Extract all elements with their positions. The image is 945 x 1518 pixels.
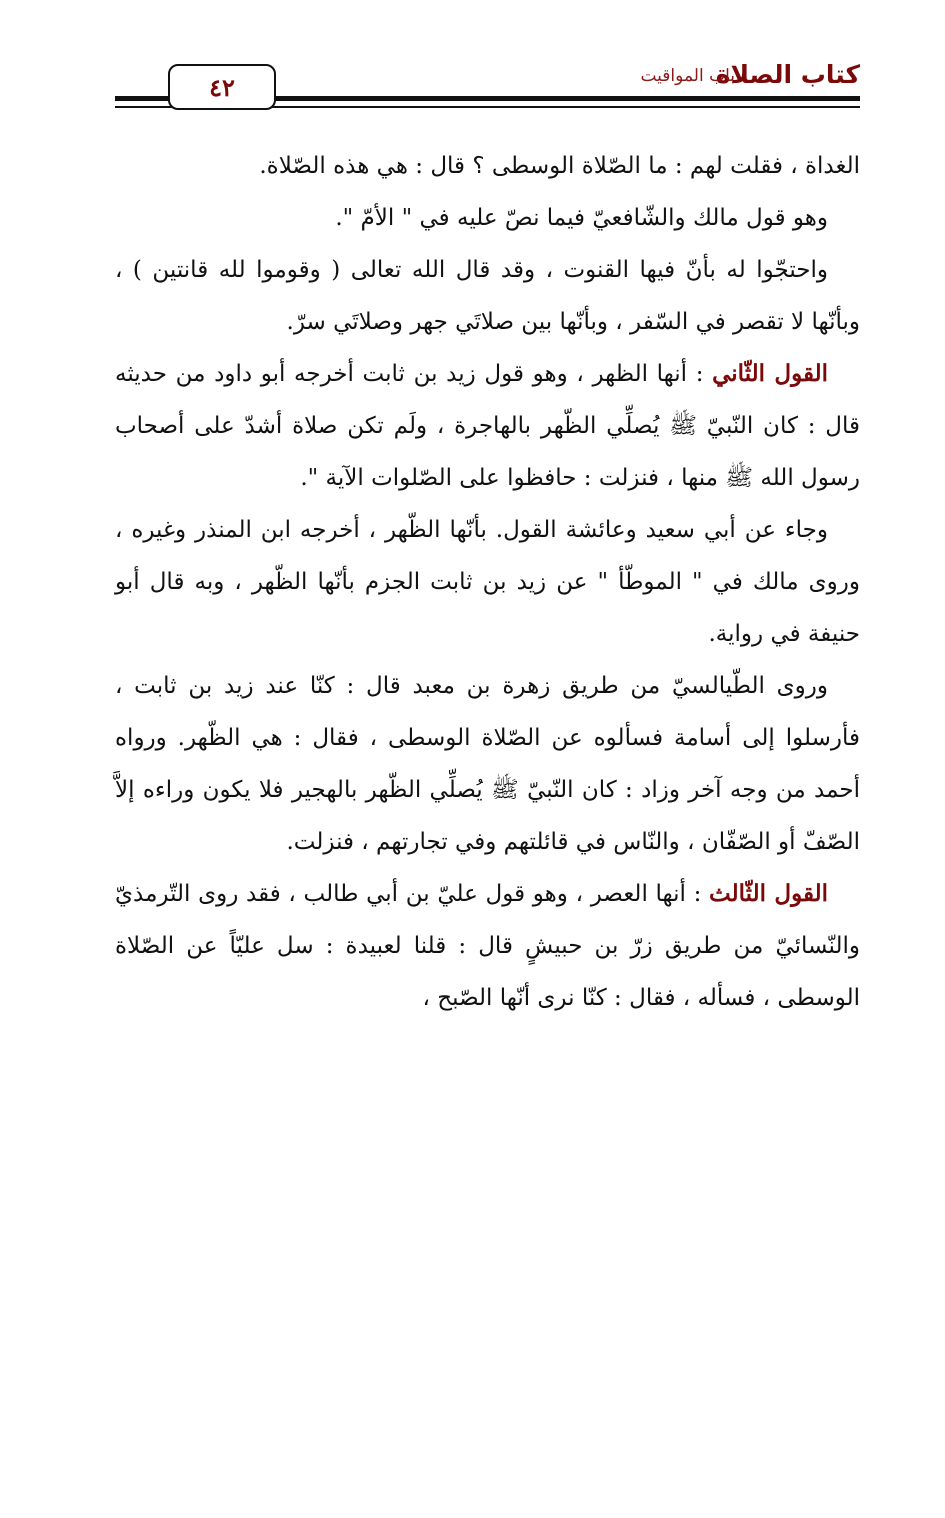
paragraph-7-text: : أنها العصر ، وهو قول عليّ بن أبي طالب ، فقد روى التّرمذيّ والنّسائيّ من طريق زرّ بن حبيشٍ قال : قلنا لعبيدة : سل عليّاً عن الصّلاة الوسطى ، فسأله ، فقال : كنّا نرى أنّها الصّبح ، — [115, 881, 860, 1011]
paragraph-3: واحتجّوا له بأنّ فيها القنوت ، وقد قال الله تعالى ( وقوموا لله قانتين ) ، وبأنّها لا تقصر في السّفر ، وبأنّها بين صلاتَي جهر وصلاتَي سرّ. — [115, 257, 860, 335]
chapter-title: باب المواقيت — [640, 66, 735, 86]
book-title: كتاب الصلاة — [715, 60, 860, 89]
page-body — [115, 140, 860, 1024]
paragraph-4 — [115, 348, 860, 504]
page-header — [0, 0, 945, 130]
paragraph-2: وهو قول مالك والشّافعيّ فيما نصّ عليه في " الأمّ ". — [335, 205, 828, 231]
paragraph-7 — [115, 868, 860, 1024]
paragraph-1: الغداة ، فقلت لهم : ما الصّلاة الوسطى ؟ قال : هي هذه الصّلاة. — [259, 153, 860, 179]
paragraph-6: وروى الطّيالسيّ من طريق زهرة بن معبد قال : كنّا عند زيد بن ثابت ، فأرسلوا إلى أسامة فسألوه عن الصّلاة الوسطى ، فقال : هي الظّهر. ورواه أحمد من وجه آخر وزاد : كان النّبيّ ﷺ يُصلِّي الظّهر بالهجير فلا يكون وراءه إلاَّ الصّفّ أو الصّفّان ، والنّاس في قائلتهم وفي تجارتهم ، فنزلت. — [115, 673, 860, 855]
section-label-third-opinion: القول الثّالث — [709, 880, 828, 907]
section-label-second-opinion: القول الثّاني — [712, 360, 828, 387]
page-number: ٤٢ — [168, 64, 276, 110]
paragraph-4-text: : أنها الظهر ، وهو قول زيد بن ثابت أخرجه أبو داود من حديثه قال : كان النّبيّ ﷺ يُصلِّي الظّهر بالهاجرة ، ولَم تكن صلاة أشدّ على أصحاب رسول الله ﷺ منها ، فنزلت : حافظوا على الصّلوات الآية ". — [115, 361, 860, 491]
paragraph-5: وجاء عن أبي سعيد وعائشة القول. بأنّها الظّهر ، أخرجه ابن المنذر وغيره ، وروى مالك في " الموطّأ " عن زيد بن ثابت الجزم بأنّها الظّهر ، وبه قال أبو حنيفة في رواية. — [115, 517, 860, 647]
